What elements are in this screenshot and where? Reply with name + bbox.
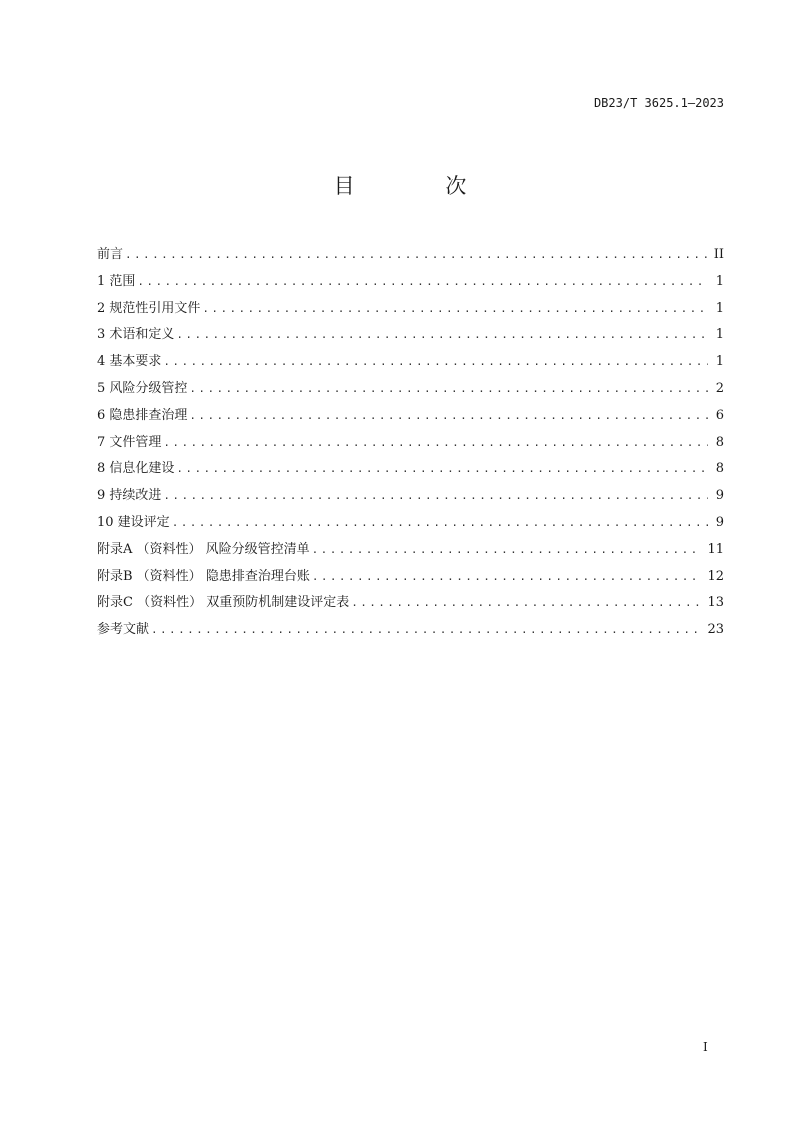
toc-entry-label: 3 术语和定义 [97,327,175,343]
toc-entry-label: 10 建设评定 [97,514,170,530]
dot-leader [351,596,701,609]
toc-entry-label: 9 持续改进 [97,488,162,504]
dot-leader [137,275,708,288]
toc-entry-page: 11 [707,541,724,557]
toc-entry-label: 8 信息化建设 [97,461,175,477]
toc-entry-label: 前言 [97,247,124,262]
toc-entry-appendix-b[interactable] [97,565,724,592]
toc-entry-page: 1 [715,327,724,343]
dot-leader [172,516,708,529]
toc-entry-continuous-improvement[interactable] [97,484,724,511]
toc-entry-label: 5 风险分级管控 [97,380,188,396]
toc-entry-label: 4 基本要求 [97,354,162,370]
toc-entry-page: 9 [715,488,724,504]
toc-entry-bibliography[interactable] [97,618,724,645]
toc-entry-page: 12 [707,568,724,584]
toc-entry-page: 1 [715,354,724,370]
toc-entry-page: 8 [715,461,724,477]
toc-entry-page: 1 [715,300,724,316]
toc-entry-page: 9 [715,514,724,530]
toc-entry-appendix-c[interactable] [97,591,724,618]
toc-entry-label: 附录A （资料性） 风险分级管控清单 [97,541,310,557]
toc-entry-page: 1 [715,273,724,289]
toc-entry-scope[interactable] [97,270,724,297]
toc-entry-foreword[interactable] [97,243,724,270]
toc-entry-page: 2 [715,380,724,396]
dot-leader [176,462,708,475]
dot-leader [163,489,708,502]
toc-entry-label: 7 文件管理 [97,434,162,450]
dot-leader [189,382,708,395]
toc-entry-page: II [713,247,724,262]
toc-entry-appendix-a[interactable] [97,538,724,565]
toc-entry-normative-references[interactable] [97,297,724,324]
toc-entry-basic-requirements[interactable] [97,350,724,377]
toc-entry-label: 附录B （资料性） 隐患排查治理台账 [97,568,310,584]
toc-entry-page: 6 [715,407,724,423]
toc-entry-label: 6 隐患排查治理 [97,407,188,423]
toc-entry-risk-control[interactable] [97,377,724,404]
dot-leader [202,302,708,315]
dot-leader [163,355,708,368]
toc-entry-hazard-investigation[interactable] [97,404,724,431]
toc-entry-label: 1 范围 [97,273,136,289]
toc-entry-page: 23 [707,622,724,638]
toc-entry-document-management[interactable] [97,431,724,458]
dot-leader [151,623,701,636]
toc-entry-label: 参考文献 [97,622,150,638]
page-title: 目 次 [333,174,509,198]
dot-leader [125,248,708,261]
toc-entry-label: 2 规范性引用文件 [97,300,201,316]
toc-entry-label: 附录C （资料性） 双重预防机制建设评定表 [97,595,350,611]
dot-leader [163,436,708,449]
dot-leader [176,328,708,341]
toc-entry-terms-definitions[interactable] [97,323,724,350]
dot-leader [189,409,708,422]
toc-entry-page: 13 [707,595,724,611]
toc-entry-informatization[interactable] [97,457,724,484]
document-code: DB23/T 3625.1—2023 [593,96,724,110]
page-number: I [703,1040,708,1054]
toc-entry-page: 8 [715,434,724,450]
table-of-contents [97,243,724,645]
dot-leader [312,543,702,556]
dot-leader [312,570,702,583]
toc-entry-construction-evaluation[interactable] [97,511,724,538]
